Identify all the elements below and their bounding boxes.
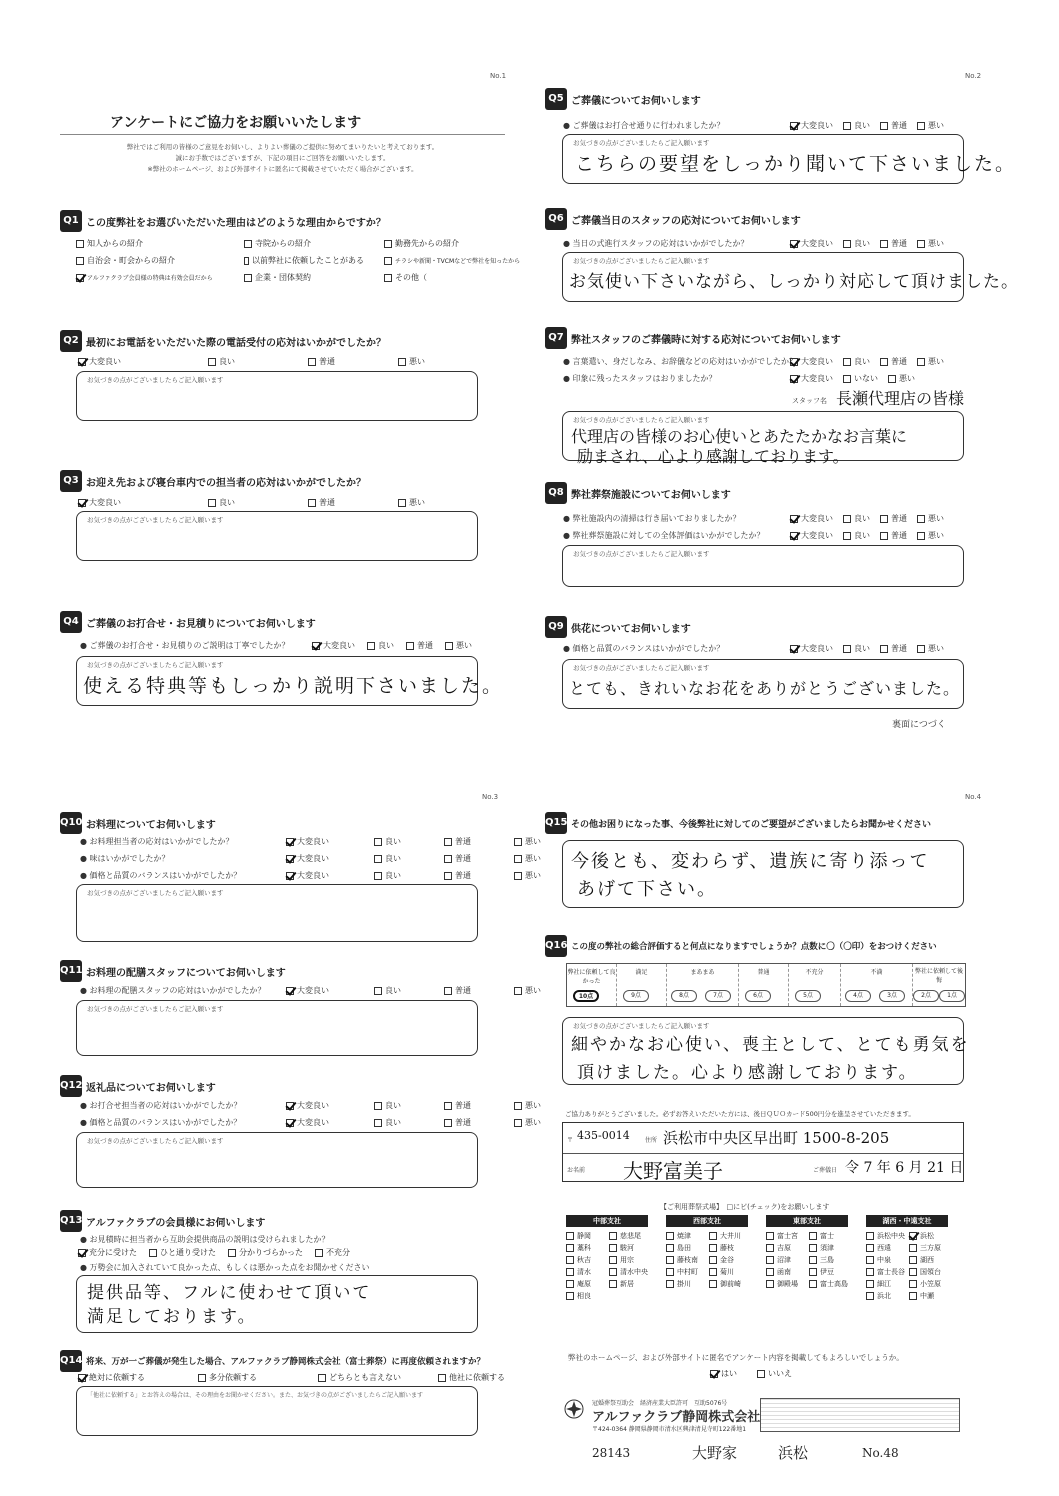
q6-handwritten-answer: お気使い下さいながら、しっかり対応して頂けました。	[569, 272, 1019, 292]
question-q14: Q14 将来、万が一ご葬儀が発生した場合、アルファクラブ静岡株式会社（富士葬祭）に再度依頼されますか？	[60, 1350, 485, 1372]
question-q9: Q9 供花についてお伺いします	[545, 616, 691, 638]
question-q7: Q7 弊社スタッフのご葬儀時に対する応対についてお伺いします	[545, 327, 841, 349]
q16-handwritten-line2: 頂けました。心より感謝しております。	[577, 1063, 918, 1083]
branch-item[interactable]: 富士長谷	[866, 1266, 905, 1278]
branch-item[interactable]: 藤枝南	[666, 1254, 705, 1266]
branch-item[interactable]: 富士宮	[766, 1230, 805, 1242]
q15-handwritten-line1: 今後とも、変わらず、遺族に寄り添って	[571, 851, 930, 872]
score-cell-10[interactable]: 弊社に依頼して良かった 10点	[567, 964, 617, 1006]
q3-comment-box[interactable]: お気づきの点がございましたらご記入願います	[76, 511, 478, 561]
q10-sub1: ● お料理担当者の応対はいかがでしたか？	[80, 837, 234, 846]
q10-options1: 大変良い 良い 普通 悪い	[286, 836, 561, 847]
score-cell-5[interactable]: 不充分 5点	[789, 964, 841, 1006]
score-cell-4-3[interactable]: 不満 4点 3点	[841, 964, 913, 1006]
q4-sub: ● ご葬儀のお打合せ・お見積りのご説明は丁寧でしたか？	[80, 641, 290, 650]
score-cell-8-7[interactable]: まあまあ 8点 7点	[667, 964, 739, 1006]
branch-item[interactable]: 浜松中央	[866, 1230, 905, 1242]
q5-handwritten-answer: こちらの要望をしっかり聞いて下さいました。	[575, 153, 1017, 175]
branch-item[interactable]: 藤枝	[709, 1242, 748, 1254]
consent-options	[710, 1368, 812, 1379]
branch-item[interactable]: 島田	[666, 1242, 705, 1254]
q12-options2: 大変良い 良い 普通 悪い	[286, 1117, 561, 1128]
intro-text: 弊社ではご利用の皆様のご意見をお伺いし、よりよい葬儀のご提供に努めてまいりたいと考えております。 誠にお手数ではございますが、下記の項目にご回答をお願いいたします。 ※弊社のホームページ、および外部サイトに匿名にて掲載させていただく場合がございます。	[126, 143, 439, 173]
question-q8: Q8 弊社葬祭施設についてお伺いします	[545, 482, 731, 504]
branch-title: 【ご利用葬祭式場】 □にビ(チェック)をお願いします	[660, 1203, 830, 1211]
company-address: 〒424-0364 静岡県静岡市清水区興津清見寺町122番地1	[592, 1426, 747, 1433]
q6-options: 大変良い 良い 普通 悪い	[790, 238, 944, 249]
q7-staff-name: 長瀬代理店の皆様	[836, 389, 965, 408]
branch-item[interactable]: 静岡	[566, 1230, 605, 1242]
q9-handwritten-answer: とても、きれいなお花をありがとうございました。	[569, 679, 961, 698]
q7-sub1: ● 言葉遣い、身だしなみ、お辞儀などの応対はいかがでしたか？	[563, 357, 798, 366]
q5-comment-box[interactable]: お気づきの点がございましたらご記入願います こちらの要望をしっかり聞いて下さいました。	[562, 134, 964, 184]
q11-sub: ● お料理の配膳スタッフの応対はいかがでしたか？	[80, 986, 266, 995]
footer-area: 浜松	[778, 1444, 809, 1462]
branch-item[interactable]: 御殿場	[766, 1278, 805, 1290]
footer-id: 28143	[592, 1446, 631, 1460]
address-box[interactable]: 〒 435-0014 住所 浜松市中央区早出町 1500-8-205 お名前 大野富美子 ご葬儀日 令 7 年 6 月 21 日	[562, 1122, 964, 1182]
branch-item[interactable]: 庵原	[566, 1278, 605, 1290]
branch-item[interactable]: 国領台	[909, 1266, 948, 1278]
question-q5: Q5 ご葬儀についてお伺いします	[545, 88, 701, 110]
question-q12: Q12 返礼品についてお伺いします	[60, 1075, 216, 1097]
q12-comment-box[interactable]: お気づきの点がございましたらご記入願います	[76, 1132, 478, 1188]
branch-header: 東部支社	[766, 1215, 848, 1227]
branch-item[interactable]: 大井川	[709, 1230, 748, 1242]
question-q3: Q3 お迎え先および寝台車内での担当者の応対はいかがでしたか？	[60, 470, 366, 492]
branch-header: 西部支社	[666, 1215, 748, 1227]
q7-handwritten-line1: 代理店の皆様のお心使いとあたたかなお言葉に	[571, 427, 908, 446]
q14-options: 絶対に依頼する 多分依頼する どちらとも言えない 他社に依頼する	[78, 1372, 525, 1383]
branch-item[interactable]: 中泉	[866, 1254, 905, 1266]
q13-handwritten-line2: 満足しております。	[87, 1307, 257, 1327]
q8-options1: 大変良い 良い 普通 悪い	[790, 513, 944, 524]
consent-no[interactable]: いいえ	[757, 1368, 792, 1379]
branch-list	[566, 1215, 948, 1302]
q10-sub3: ● 価格と品質のバランスはいかがでしたか？	[80, 871, 242, 880]
q10-comment-box[interactable]: お気づきの点がございましたらご記入願います	[76, 884, 478, 942]
branch-item[interactable]: 浜北	[866, 1290, 905, 1302]
branch-item[interactable]: 吉原	[766, 1242, 805, 1254]
q13-comment-box[interactable]	[76, 1275, 478, 1333]
q1-options-row3: アルファクラブ会員様の特典は有効会員だから 企業・団体契約 その他（	[76, 272, 447, 283]
q9-comment-box[interactable]: お気づきの点がございましたらご記入願います とても、きれいなお花をありがとうございました。	[562, 659, 964, 709]
q7-sub2: ● 印象に残ったスタッフはおりましたか？	[563, 374, 717, 383]
gift-note: ご協力ありがとうございました。必ずお答えいただいた方には、後日ＱＵＯカード500円分を進呈させていただきます。	[565, 1110, 915, 1118]
q10-options3: 大変良い 良い 普通 悪い	[286, 870, 561, 881]
branch-item[interactable]: 藁科	[566, 1242, 605, 1254]
q16-handwritten-line1: 細やかなお心使い、喪主として、とても勇気を	[571, 1035, 970, 1055]
branch-item[interactable]: 細江	[866, 1278, 905, 1290]
q11-comment-box[interactable]: お気づきの点がございましたらご記入願います	[76, 1000, 478, 1056]
q5-options: 大変良い 良い 普通 悪い	[790, 120, 944, 131]
branch-header: 中部支社	[566, 1215, 648, 1227]
q7-comment-box[interactable]: お気づきの点がございましたらご記入願います 代理店の皆様のお心使いとあたたかなお言葉に 励まされ、心より感謝しております。	[562, 411, 964, 461]
branch-item[interactable]: 掛川	[666, 1278, 705, 1290]
branch-item[interactable]: 函南	[766, 1266, 805, 1278]
branch-item[interactable]: 富士高島	[809, 1278, 848, 1290]
consent-question: 弊社のホームページ、および外部サイトに匿名でアンケート内容を掲載してもよろしいでしょうか。	[568, 1353, 904, 1362]
branch-item[interactable]: 用宗	[609, 1254, 648, 1266]
branch-item[interactable]: 沼津	[766, 1254, 805, 1266]
q5-sub: ● ご葬儀はお打合せ通りに行われましたか？	[563, 121, 725, 130]
q7-handwritten-line2: 励まされ、心より感謝しております。	[577, 447, 849, 466]
q8-sub1: ● 弊社施設内の清掃は行き届いておりましたか？	[563, 514, 741, 523]
q1-options-row1: 知人からの紹介 寺院からの紹介 勤務先からの紹介	[76, 238, 479, 249]
q4-handwritten-answer: 使える特典等もしっかり説明下さいました。	[83, 675, 504, 697]
question-q4: Q4 ご葬儀のお打合せ・お見積りについてお伺いします	[60, 611, 316, 633]
name-value: 大野富美子	[623, 1159, 723, 1183]
q15-comment-box[interactable]	[562, 840, 964, 908]
q13-options: 充分に受けた ひと通り受けた 分かりづらかった 不充分	[78, 1247, 350, 1258]
q3-options: 大変良い 良い 普通 悪い	[78, 497, 445, 508]
page-number-4: No.4	[965, 793, 982, 801]
question-q11: Q11 お料理の配膳スタッフについてお伺いします	[60, 960, 286, 982]
q11-options: 大変良い 良い 普通 悪い	[286, 985, 561, 996]
zip-code: 435-0014	[577, 1129, 630, 1142]
question-q6: Q6 ご葬儀当日のスタッフの応対についてお伺いします	[545, 208, 801, 230]
branch-2	[766, 1215, 848, 1302]
q10-options2: 大変良い 良い 普通 悪い	[286, 853, 561, 864]
branch-3	[866, 1215, 948, 1302]
branch-item[interactable]: 中村町	[666, 1266, 705, 1278]
page-number-1: No.1	[490, 72, 507, 80]
branch-item[interactable]: 御前崎	[709, 1278, 748, 1290]
funeral-date: 令 7 年 6 月 21 日	[845, 1160, 964, 1176]
page-number-3: No.3	[482, 793, 499, 801]
page-number-2: No.2	[965, 72, 982, 80]
q13-handwritten-line1: 提供品等、フルに使わせて頂いて	[87, 1283, 372, 1303]
q4-comment-box[interactable]: お気づきの点がございましたらご記入願います 使える特典等もしっかり説明下さいました。	[76, 656, 478, 706]
q16-comment-box[interactable]: お気づきの点がございましたらご記入願います 細やかなお心使い、喪主として、とても勇気を 頂けました。心より感謝しております。	[562, 1017, 964, 1085]
branch-item[interactable]: 三方原	[909, 1242, 948, 1254]
question-q1: Q1 この度弊社をお選びいただいた理由はどのような理由からですか？	[60, 210, 386, 232]
branch-item[interactable]: 相良	[566, 1290, 605, 1302]
q8-comment-box[interactable]: お気づきの点がございましたらご記入願います	[562, 545, 964, 587]
q2-comment-box[interactable]: お気づきの点がございましたらご記入願います	[76, 371, 478, 421]
branch-item[interactable]: 小笠原	[909, 1278, 948, 1290]
branch-item[interactable]: 清水中央	[609, 1266, 648, 1278]
q14-comment-box[interactable]: 「他社に依頼する」とお答えの場合は、その理由をお聞かせください。また、お気づきの点がございましたらご記入願います	[76, 1386, 478, 1436]
branch-item[interactable]: 浜松	[909, 1230, 948, 1242]
branch-item[interactable]: 西遠	[866, 1242, 905, 1254]
branch-item[interactable]: 湖西	[909, 1254, 948, 1266]
q4-options: 大変良い 良い 普通 悪い	[312, 640, 472, 651]
branch-item[interactable]: 富士	[809, 1230, 848, 1242]
q9-options: 大変良い 良い 普通 悪い	[790, 643, 944, 654]
branch-item[interactable]: 伊豆	[809, 1266, 848, 1278]
q15-handwritten-line2: あげて下さい。	[577, 879, 717, 900]
question-q16: Q16 この度の弊社の総合評価すると何点になりますでしょうか？点数に〇（〇印）をおつけください	[545, 935, 937, 957]
company-sub: 冠婚葬祭互助会 経済産業大臣許可 互助5076号	[592, 1400, 728, 1407]
branch-0	[566, 1215, 648, 1302]
q2-options: 大変良い 良い 普通 悪い	[78, 356, 445, 367]
branch-item[interactable]: 秋吉	[566, 1254, 605, 1266]
q6-comment-box[interactable]: お気づきの点がございましたらご記入願います お気使い下さいながら、しっかり対応して頂けました。	[562, 252, 964, 302]
q12-sub1: ● お打合せ担当者の応対はいかがでしたか？	[80, 1101, 242, 1110]
q8-sub2: ● 弊社葬祭施設に対しての全体評価はいかがでしたか？	[563, 531, 765, 540]
q8-options2: 大変良い 良い 普通 悪い	[790, 530, 944, 541]
page-title: アンケートにご協力をお願いいたします	[110, 115, 362, 131]
branch-item[interactable]: 菊川	[709, 1266, 748, 1278]
company-name: アルファクラブ静岡株式会社	[592, 1410, 761, 1425]
q12-sub2: ● 価格と品質のバランスはいかがでしたか？	[80, 1118, 242, 1127]
continue-note: 裏面につづく	[892, 720, 946, 730]
question-q2: Q2 最初にお電話をいただいた際の電話受付の応対はいかがでしたか？	[60, 330, 386, 352]
q7-staff-label: スタッフ名	[792, 397, 827, 405]
question-q15: Q15 その他お困りになった事、今後弊社に対してのご要望がございましたらお聞かせください	[545, 812, 931, 834]
branch-item[interactable]: 三島	[809, 1254, 848, 1266]
q13-sub2: ● 万勢会に加入されていて良かった点、もしくは悪かった点をお聞かせください	[80, 1263, 370, 1272]
branch-item[interactable]: 焼津	[666, 1230, 705, 1242]
branch-item[interactable]: 清水	[566, 1266, 605, 1278]
branch-item[interactable]: 金谷	[709, 1254, 748, 1266]
q12-options1: 大変良い 良い 普通 悪い	[286, 1100, 561, 1111]
branch-item[interactable]: 駿河	[609, 1242, 648, 1254]
q7-options2: 大変良い いない 悪い	[790, 373, 915, 384]
branch-1	[666, 1215, 748, 1302]
score-cell-9[interactable]: 満足 9点	[617, 964, 667, 1006]
privacy-notice	[760, 1398, 960, 1432]
footer-number: No.48	[862, 1446, 899, 1460]
score-cell-2-1[interactable]: 弊社に依頼して後悔 2点 1点	[913, 964, 965, 1006]
branch-item[interactable]: 中瀬	[909, 1290, 948, 1302]
question-q10: Q10 お料理についてお伺いします	[60, 812, 216, 834]
q9-sub: ● 価格と品質のバランスはいかがでしたか？	[563, 644, 725, 653]
question-q13: Q13 アルファクラブの会員様にお伺いします	[60, 1210, 265, 1232]
q10-sub2: ● 味はいかがでしたか？	[80, 854, 170, 863]
q13-sub1: ● お見積時に担当者から互助会提供商品の説明は受けられましたか？	[80, 1235, 330, 1244]
branch-item[interactable]: 新居	[609, 1278, 648, 1290]
q1-options-row2: 自治会・町会からの紹介 以前弊社に依頼したことがある チラシや新聞・TVCMなどで弊社を知ったから	[76, 255, 540, 266]
branch-item[interactable]: 慈悲尾	[609, 1230, 648, 1242]
company-logo-icon	[563, 1398, 585, 1420]
branch-item[interactable]: 須津	[809, 1242, 848, 1254]
footer-family: 大野家	[692, 1444, 738, 1462]
q6-sub: ● 当日の式進行スタッフの応対はいかがでしたか？	[563, 239, 749, 248]
branch-header: 湖西・中遠支社	[866, 1215, 948, 1227]
score-cell-6[interactable]: 普通 6点	[739, 964, 789, 1006]
consent-yes[interactable]: はい	[710, 1368, 737, 1379]
q7-options1: 大変良い 良い 普通 悪い	[790, 356, 944, 367]
q16-score-row	[566, 963, 966, 1007]
address-value: 浜松市中央区早出町 1500-8-205	[663, 1129, 890, 1147]
